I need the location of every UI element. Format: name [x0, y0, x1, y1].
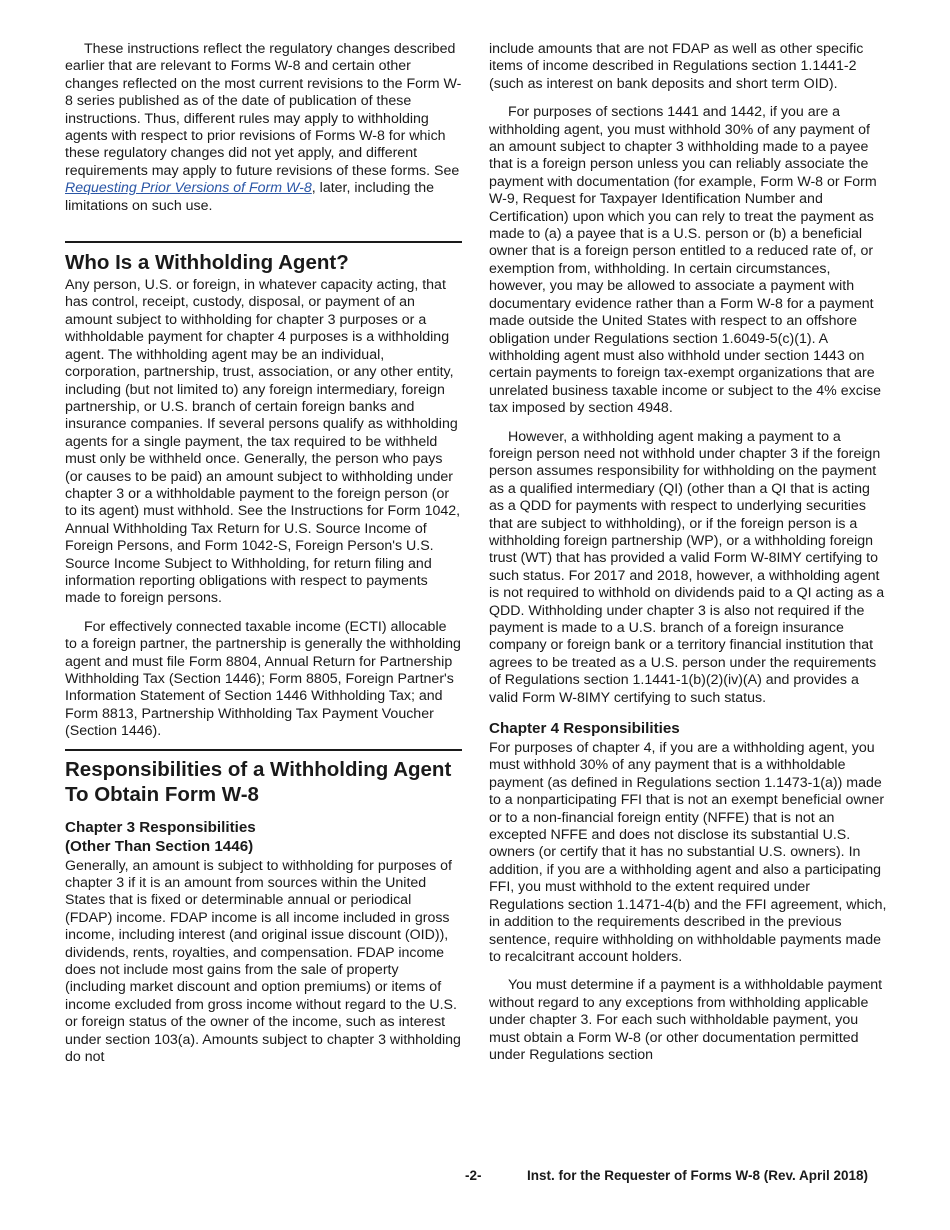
who-paragraph-1: Any person, U.S. or foreign, in whatever capacity acting, that has control, receipt, custody, disposal, or payment of an amount subject to withholding for chapter 3 purposes or a withholdable payment for chapter 4 purposes is a withholding agent. The withholding agent may be an individual, corporation, partnership, trust, association, or any other entity, including (but not limited to) any foreign intermediary, foreign partnership, or U.S. branch of certain foreign banks and insurance companies. If several persons qualify as withholding agents for a single payment, the tax required to be withheld must only be withheld once. Generally, the person who pays (or causes to be paid) an amount subject to withholding under chapter 3 or a withholdable payment to the foreign person (or to its agent) must withhold. See the Instructions for Form 1042, Annual Withholding Tax Return for U.S. Source Income of Foreign Persons, and Form 1042-S, Foreign Person's U.S. Source Income Subject to Withholding, for return filing and information reporting obligations with respect to payments made to foreign persons.	[65, 277, 461, 607]
page-number: -2-	[465, 1168, 482, 1183]
intro-text-end: , later, including the limitations on such use.	[65, 180, 435, 214]
chapter3-heading-line1: Chapter 3 Responsibilities	[65, 818, 256, 836]
chapter4-heading: Chapter 4 Responsibilities	[489, 720, 680, 738]
who-paragraph-2: For effectively connected taxable income (ECTI) allocable to a foreign partner, the partnership is generally the withholding agent and must file Form 8804, Annual Return for Partnership Withholding Tax (Section 1446); Form 8805, Foreign Partner's Information Statement of Section 1446 Withholding Tax; and Form 8813, Partnership Withholding Tax Payment Voucher (Section 1446).	[65, 618, 461, 740]
chapter4-paragraph-2: You must determine if a payment is a withholdable payment without regard to any exceptions from withholding applicable under chapter 3. For each such withholdable payment, you must obtain a Form W-8 (or other documentation permitted under Regulations section	[489, 977, 883, 1063]
footer-form-title: Inst. for the Requester of Forms W-8 (Rev. April 2018)	[527, 1168, 869, 1183]
who-heading: Who Is a Withholding Agent?	[65, 251, 349, 275]
intro-text: These instructions reflect the regulatory changes described earlier that are relevant to Forms W-8 and certain other changes reflected on the most current revisions to the Form W-8 series published as of the date of publication of these instructions. Thus, different rules may apply to withholding agents with respect to prior revisions of Forms W-8 for which these regulatory changes did not yet apply, and different requirements may apply to future revisions of these forms. See	[65, 41, 462, 179]
requesting-prior-versions-link[interactable]: Requesting Prior Versions of Form W-8	[65, 180, 312, 197]
section-rule	[65, 749, 462, 751]
left-column	[65, 41, 462, 1067]
right-column	[489, 41, 887, 1064]
intro-paragraph	[65, 41, 462, 215]
chapter3-paragraph: Generally, an amount is subject to withholding for purposes of chapter 3 if it is an amount from sources within the United States that is fixed or determinable annual or periodical (FDAP) income. FDAP income is all income included in gross income, including interest (and original issue discount (OID)), dividends, rents, royalties, and compensation. FDAP income does not include most gains from the sale of property (including market discount and option premiums) or items of income excluded from gross income without regard to the U.S. or foreign status of the owner of the income, such as interest under section 103(a). Amounts subject to chapter 3 withholding do not	[65, 857, 461, 1066]
chapter3-heading-line2: (Other Than Section 1446)	[65, 837, 254, 855]
right-paragraph-3: However, a withholding agent making a payment to a foreign person need not withhold under chapter 3 if the foreign person assumes responsibility for withholding on the payment as a qualified intermediary (QI) (other than a QI that is acting as a QDD for payments with respect to underlying securities that are subject to withholding), or if the foreign person is a withholding foreign partnership (WP), or a withholding foreign trust (WT) that has provided a valid Form W-8IMY certifying to such status. For 2017 and 2018, however, a withholding agent is not required to withhold on dividends paid to a QI acting as a QDD. Withholding under chapter 3 is also not required if the payment is made to a U.S. branch of a foreign insurance company or foreign bank or a territory financial institution that agrees to be treated as a U.S. person under the requirements of Regulations section 1.1441-1(b)(2)(iv)(A) and provides a valid Form W-8IMY certifying to such status.	[489, 428, 885, 706]
right-paragraph-1: include amounts that are not FDAP as well as other specific items of income described in Regulations section 1.1441-2 (such as interest on bank deposits and short term OID).	[489, 41, 864, 92]
chapter3-heading	[65, 818, 462, 856]
chapter4-paragraph-1: For purposes of chapter 4, if you are a withholding agent, you must withhold 30% of any payment that is a withholdable payment (as defined in Regulations section 1.1473-1(a)) made to a nonparticipating FFI that is not an exempt beneficial owner or to a non-financial foreign entity (NFFE) that is not an excepted NFFE and does not disclose its substantial U.S. owners (or certify that it has no substantial U.S. owners). In addition, if you are a withholding agent and also a participating FFI, you must withhold to the extent required under Regulations section 1.1471-4(b) and the FFI agreement, which, in addition to the requirements described in the previous sentence, require withholding on withholdable payments made to recalcitrant account holders.	[489, 740, 887, 965]
section-rule	[65, 241, 462, 243]
responsibilities-heading: Responsibilities of a Withholding Agent To Obtain Form W-8	[65, 757, 452, 806]
right-paragraph-2: For purposes of sections 1441 and 1442, if you are a withholding agent, you must withhold 30% of any payment of an amount subject to chapter 3 withholding made to a payee that is a foreign person unless you can reliably associate the payment with documentation (for example, Form W-8 or Form W-9, Request for Taxpayer Identification Number and Certification) upon which you can rely to treat the payment as made to (a) a payee that is a U.S. person or (b) a beneficial owner that is a foreign person entitled to a reduced rate of, or exemption from, withholding. In certain circumstances, however, you may be allowed to associate a payment with documentary evidence rather than a Form W-8 for a payment made outside the United States with respect to an offshore obligation under Regulations section 1.6049-5(c)(1). A withholding agent must also withhold under section 1443 on certain payments to foreign tax-exempt organizations that are unrelated business taxable income or subject to the 4% excise tax imposed by section 4948.	[489, 104, 881, 417]
